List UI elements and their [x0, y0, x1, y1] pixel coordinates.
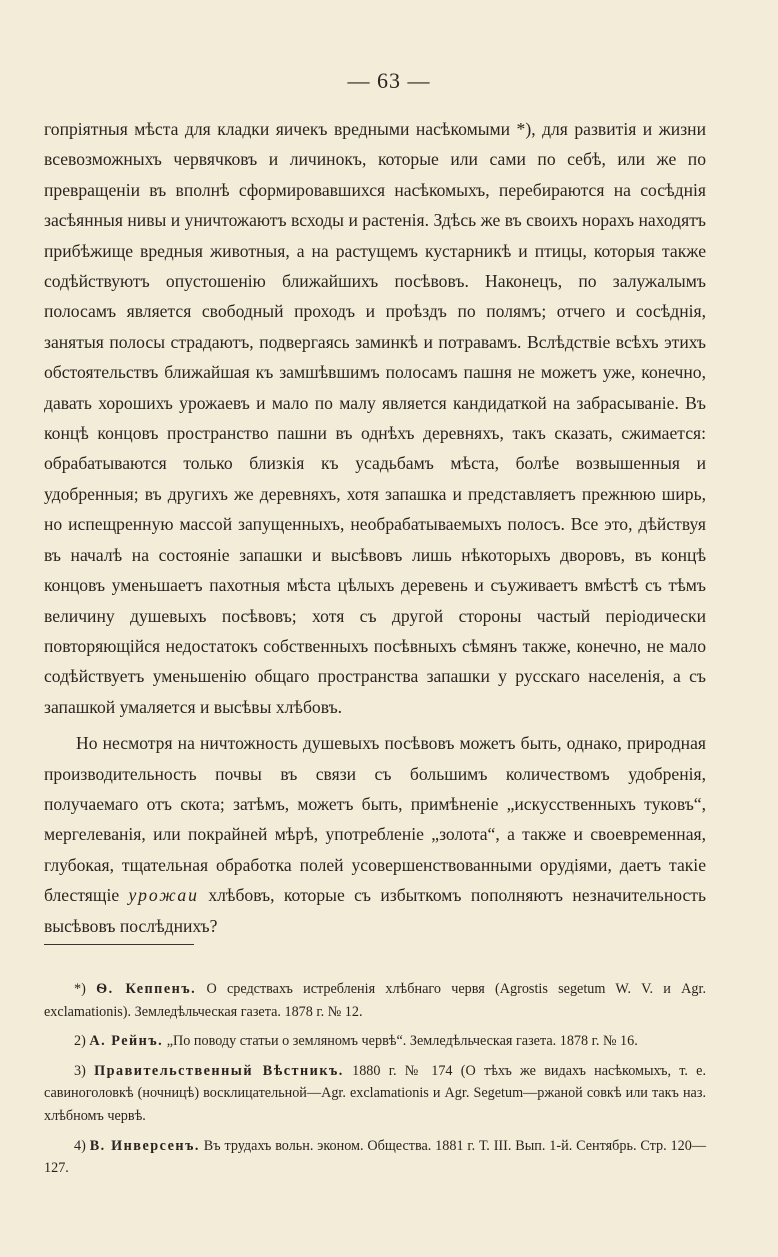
footnote-mark: 2): [74, 1033, 86, 1050]
footnote-author: В. Инверсенъ.: [89, 1137, 200, 1154]
footnote-divider: [44, 944, 194, 945]
footnote-text: „По поводу статьи о земляномъ червѣ“. Земледѣльческая газета. 1878 г. № 16.: [166, 1033, 638, 1050]
footnote-1: [44, 978, 706, 1023]
paragraph-2: [44, 728, 706, 941]
footnote-text: 1880 г. № 174 (О тѣхъ же видахъ насѣкомыхъ, т. е. савиноголовкѣ (ночницѣ) восклицательной—Agr. exclamationis и Agr. Segetum—ржаной совкѣ или такъ наз. хлѣбномъ червѣ.: [44, 1062, 707, 1124]
footnote-text: О средствахъ истребленія хлѣбнаго червя (Agrostis segetum W. V. и Agr. exclamationis). Земледѣльческая газета. 1878 г. № 12.: [44, 981, 707, 1020]
emphasized-word: урожаи: [128, 885, 199, 906]
footnote-author: А. Рейнъ.: [89, 1033, 164, 1050]
footnote-2: [44, 1030, 706, 1053]
paragraph-2-start: Но несмотря на ничтожность душевыхъ посѣвовъ можетъ быть, однако, природная производительность почвы въ связи съ большимъ количествомъ удобренія, получаемаго отъ скота; затѣмъ, можетъ быть, примѣненіе „искусственныхъ туковъ“, мергелеванія, или покрайней мѣрѣ, употребленіе „золота“, а также и своевременная, глубокая, тщательная обработка полей усовершенствованными орудіями, даетъ такіе блестящіе: [44, 733, 706, 906]
footnote-3: [44, 1060, 706, 1128]
footnote-mark: 4): [74, 1137, 86, 1154]
main-text: [44, 114, 706, 941]
paragraph-1: гопріятныя мѣста для кладки яичекъ вредными насѣкомыми *), для развитія и жизни всевозможныхъ червячковъ и личинокъ, которые или сами по себѣ, или же по превращеніи въ вполнѣ сформировавшихся насѣкомыхъ, перебираются на сосѣднія засѣянныя нивы и уничтожаютъ всходы и растенія. Здѣсь же въ своихъ норахъ находятъ прибѣжище вредныя животныя, а на растущемъ кустарникѣ и птицы, которыя также содѣйствуютъ опустошенію ближайшихъ посѣвовъ. Наконецъ, по залужалымъ полосамъ является свободный проходъ и проѣздъ по полямъ; отчего и сосѣднія, занятыя полосы страдаютъ, подвергаясь заминкѣ и потравамъ. Вслѣдствіе всѣхъ этихъ обстоятельствъ ближайшая къ замшѣвшимъ полосамъ пашня не можетъ уже, конечно, давать хорошихъ урожаевъ и мало по малу является кандидаткой на забрасываніе. Въ концѣ концовъ пространство пашни въ однѣхъ деревняхъ, такъ сказать, сжимается: обрабатываются только близкія къ усадьбамъ мѣста, болѣе возвышенныя и удобренныя; въ другихъ же деревняхъ, хотя запашка и представляетъ прежнюю ширь, но испещренную массой запущенныхъ, необрабатываемыхъ полосъ. Все это, дѣйствуя въ началѣ на состояніе запашки и высѣвовъ лишь нѣкоторыхъ дворовъ, въ концѣ концовъ уменьшаетъ пахотныя мѣста цѣлыхъ деревень и съуживаетъ вмѣстѣ съ тѣмъ величину душевыхъ посѣвовъ; хотя съ другой стороны частый періодически повторяющійся недостатокъ собственныхъ посѣвныхъ сѣмянъ также, конечно, не мало содѣйствуетъ уменьшенію общаго пространства запашки у русскаго населенія, а съ запашкой умаляется и высѣвы хлѣбовъ.: [44, 119, 706, 717]
footnote-author: Ѳ. Кеппенъ.: [96, 981, 197, 997]
footnote-author: Правительственный Вѣстникъ.: [94, 1062, 344, 1079]
footnote-mark: 3): [74, 1062, 86, 1079]
page-number: — 63 —: [347, 68, 431, 93]
footnote-mark: *): [74, 981, 86, 997]
footnote-4: [44, 1135, 706, 1180]
paragraph-2-end: хлѣбовъ, которые съ избыткомъ пополняютъ незначительность высѣвовъ послѣднихъ?: [44, 885, 707, 936]
footnote-text: Въ трудахъ вольн. эконом. Общества. 1881 г. Т. III. Вып. 1-й. Сентябрь. Стр. 120—127.: [44, 1137, 707, 1177]
footnotes: [44, 978, 706, 1187]
